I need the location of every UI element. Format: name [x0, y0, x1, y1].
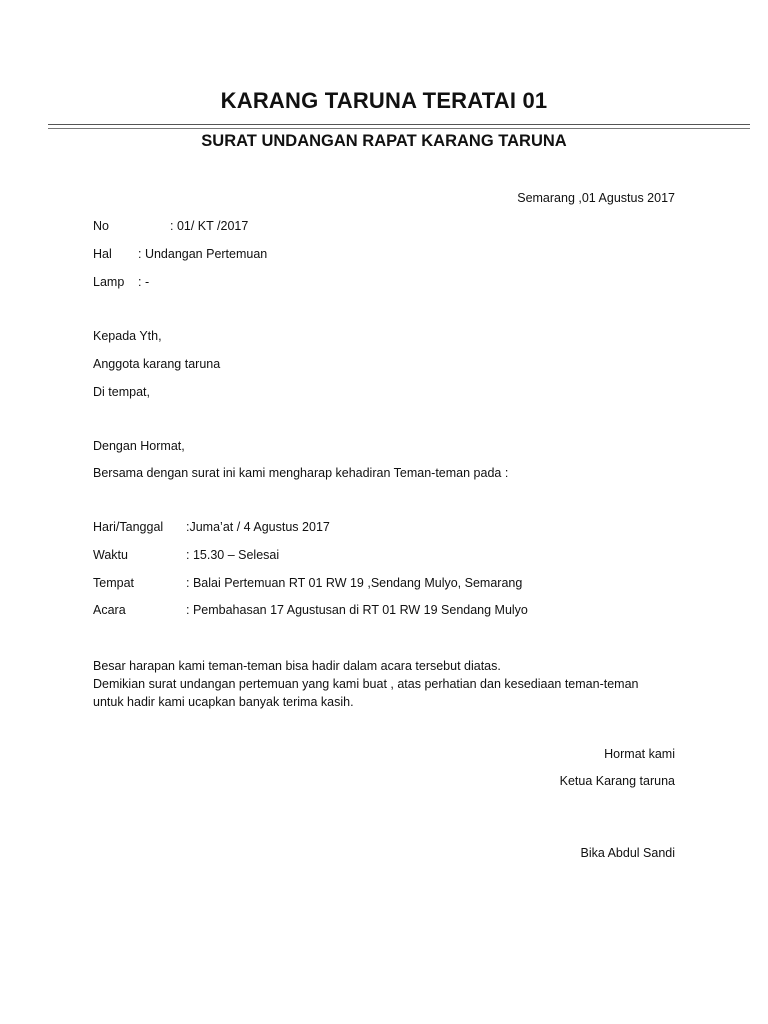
letter-number-label: No: [93, 219, 109, 233]
subject-label: Hal: [93, 247, 112, 261]
place-date: Semarang ,01 Agustus 2017: [517, 191, 675, 205]
event-time-label: Waktu: [93, 548, 128, 562]
recipient-line-1: Kepada Yth,: [93, 329, 162, 343]
event-place-value: : Balai Pertemuan RT 01 RW 19 ,Sendang Mulyo, Semarang: [186, 576, 523, 590]
signature-name: Bika Abdul Sandi: [580, 846, 675, 860]
recipient-line-3: Di tempat,: [93, 385, 150, 399]
event-agenda-label: Acara: [93, 603, 126, 617]
organization-title: KARANG TARUNA TERATAI 01: [220, 88, 548, 113]
closing-line-2: Demikian surat undangan pertemuan yang kami buat , atas perhatian dan kesediaan teman-teman: [93, 677, 639, 691]
intro-text: Bersama dengan surat ini kami mengharap kehadiran Teman-teman pada :: [93, 466, 509, 480]
signature-position: Ketua Karang taruna: [559, 774, 675, 788]
event-date-label: Hari/Tanggal: [93, 520, 164, 534]
attachment-label: Lamp: [93, 275, 125, 289]
closing-paragraph: [93, 657, 693, 711]
subject-value: : Undangan Pertemuan: [138, 247, 268, 261]
closing-line-1: Besar harapan kami teman-teman bisa hadir dalam acara tersebut diatas.: [93, 659, 501, 673]
event-place-label: Tempat: [93, 576, 134, 590]
header-divider-top: [48, 124, 750, 125]
letter-number-value: : 01/ KT /2017: [170, 219, 249, 233]
attachment-value: : -: [138, 275, 150, 289]
event-date-value: :Juma’at / 4 Agustus 2017: [186, 520, 330, 534]
recipient-line-2: Anggota karang taruna: [93, 357, 221, 371]
event-time-value: : 15.30 – Selesai: [186, 548, 280, 562]
header-divider-bottom: [48, 128, 750, 129]
event-agenda-value: : Pembahasan 17 Agustusan di RT 01 RW 19 Sendang Mulyo: [186, 603, 528, 617]
greeting: Dengan Hormat,: [93, 439, 185, 453]
signature-salutation: Hormat kami: [604, 747, 675, 761]
closing-line-3: untuk hadir kami ucapkan banyak terima kasih.: [93, 695, 354, 709]
document-title: SURAT UNDANGAN RAPAT KARANG TARUNA: [201, 132, 567, 150]
